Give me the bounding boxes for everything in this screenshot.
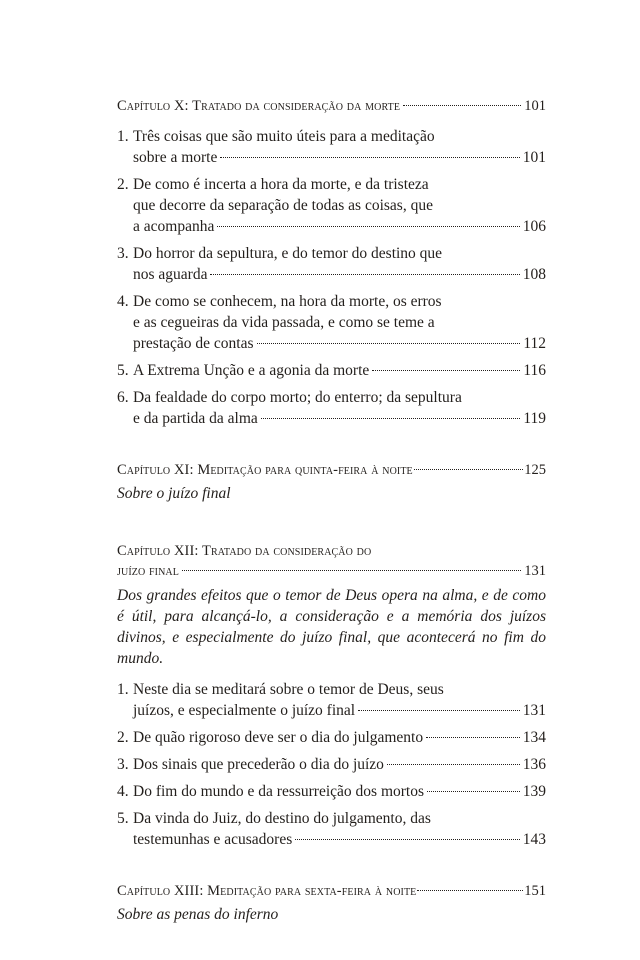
page-number: 151 [524,883,546,899]
item-number: 4. [117,293,129,310]
dot-leader [372,370,520,371]
item-number: 3. [117,245,129,262]
toc-item[interactable] [117,126,546,168]
item-text-line: nos aguarda [133,266,208,283]
chapter-x [117,96,546,429]
item-number: 2. [117,729,129,746]
page-number: 106 [522,218,546,235]
toc-item[interactable] [117,754,546,775]
toc-item[interactable] [117,808,546,850]
page-number: 131 [524,563,546,579]
item-number: 3. [117,756,129,773]
item-text-line: Da fealdade do corpo morto; do enterro; da sepultura [133,389,462,406]
toc-item[interactable] [117,243,546,285]
item-text-line: juízos, e especialmente o juízo final [133,702,356,719]
chapter-heading[interactable] [117,561,546,581]
item-text-line: que decorre da separação de todas as coisas, que [133,197,433,214]
chapter-title-continued: juízo final [117,563,179,579]
item-text-line: De como se conhecem, na hora da morte, os erros [133,293,442,310]
page-number: 116 [523,362,546,379]
chapter-xii [117,541,546,850]
chapter-heading[interactable] [117,881,546,901]
page-number: 134 [522,729,546,746]
chapter-summary: Dos grandes efeitos que o temor de Deus opera na alma, e de como é útil, para alcançá-lo, a consideração e a memória dos juízos divinos, e especialmente do juízo final, que acontecerá no fim do mundo. [117,587,546,667]
dot-leader [182,570,521,571]
page-number: 101 [524,98,546,114]
dot-leader [426,737,520,738]
item-number: 6. [117,389,129,406]
item-text-line: Do fim do mundo e da ressurreição dos mortos [133,783,424,800]
item-number: 5. [117,810,129,827]
chapter-subtitle: Sobre o juízo final [117,485,231,502]
dot-leader [257,343,521,344]
toc-item[interactable] [117,360,546,381]
item-text-line: sobre a morte [133,149,218,166]
item-number: 2. [117,176,129,193]
dot-leader [414,469,524,470]
item-text-line: Da vinda do Juiz, do destino do julgamento, das [133,810,431,827]
chapter-title: Capítulo XI: Meditação para quinta-feira à noite [117,462,413,478]
chapter-subtitle: Sobre as penas do inferno [117,906,279,923]
section-list [117,679,546,850]
item-text-line: e as cegueiras da vida passada, e como se teme a [133,314,435,331]
dot-leader [427,791,520,792]
item-text-line: a acompanha [133,218,215,235]
item-text-line: A Extrema Unção e a agonia da morte [133,362,370,379]
dot-leader [210,274,519,275]
page-number: 108 [522,266,546,283]
chapter-xi [117,460,546,504]
page-number: 119 [523,410,546,427]
toc-item[interactable] [117,291,546,354]
toc-item[interactable] [117,174,546,237]
item-text-line: prestação de contas [133,335,254,352]
page-number: 136 [522,756,546,773]
item-number: 4. [117,783,129,800]
item-text-line: e da partida da alma [133,410,258,427]
page-number: 125 [524,462,546,478]
chapter-title: Capítulo XII: Tratado da consideração do [117,543,372,559]
section-list [117,126,546,429]
item-text-line: Do horror da sepultura, e do temor do destino que [133,245,443,262]
toc-item[interactable] [117,679,546,721]
chapter-title: Capítulo XIII: Meditação para sexta-feira à noite [117,883,417,899]
toc-item[interactable] [117,727,546,748]
toc-item[interactable] [117,781,546,802]
item-text-line: Neste dia se meditará sobre o temor de Deus, seus [133,681,444,698]
table-of-contents [117,96,546,925]
dot-leader [261,418,521,419]
dot-leader [387,764,520,765]
item-number: 5. [117,362,129,379]
item-text-line: De quão rigoroso deve ser o dia do julgamento [133,729,424,746]
dot-leader [220,157,519,158]
item-text-line: Três coisas que são muito úteis para a meditação [133,128,435,145]
chapter-heading[interactable] [117,96,546,116]
dot-leader [403,105,521,106]
item-text-line: De como é incerta a hora da morte, e da tristeza [133,176,429,193]
page-number: 101 [522,149,546,166]
page-number: 112 [523,335,546,352]
page-number: 139 [522,783,546,800]
item-number: 1. [117,128,129,145]
page-number: 143 [522,831,546,848]
chapter-xiii [117,881,546,925]
dot-leader [217,226,519,227]
chapter-heading[interactable] [117,460,546,480]
dot-leader [417,890,523,891]
chapter-title: Capítulo X: Tratado da consideração da morte [117,98,401,114]
item-text-line: Dos sinais que precederão o dia do juízo [133,756,384,773]
page-number: 131 [522,702,546,719]
dot-leader [295,839,520,840]
dot-leader [358,710,520,711]
toc-item[interactable] [117,387,546,429]
item-number: 1. [117,681,129,698]
item-text-line: testemunhas e acusadores [133,831,293,848]
